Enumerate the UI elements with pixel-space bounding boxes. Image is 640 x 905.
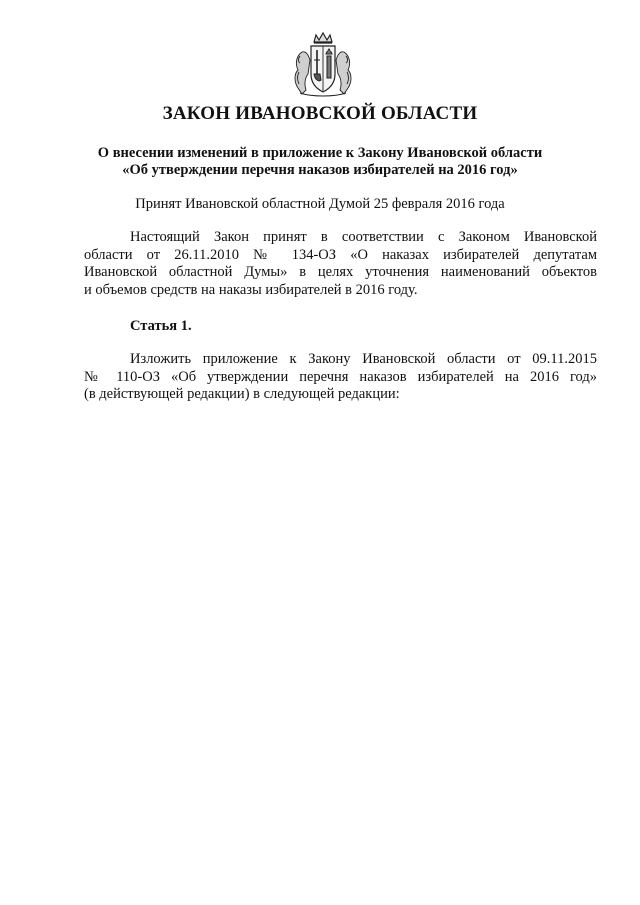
paragraph-line: и объемов средств на наказы избирателей в 2016 году. <box>84 281 418 298</box>
preamble-paragraph <box>84 229 597 299</box>
paragraph-line: Настоящий Закон принят в соответствии с Законом Ивановской <box>130 229 597 245</box>
paragraph-line: № 110-ОЗ «Об утверждении перечня наказов избирателей на 2016 год» <box>84 368 597 385</box>
paragraph-line: области от 26.11.2010 № 134-ОЗ «О наказах избирателей депутатам <box>84 246 597 263</box>
paragraph-line: (в действующей редакции) в следующей редакции: <box>84 386 400 402</box>
law-subject <box>60 145 580 179</box>
paragraph-line: Ивановской областной Думы» в целях уточнения наименований объектов <box>84 264 597 280</box>
law-title: ЗАКОН ИВАНОВСКОЙ ОБЛАСТИ <box>162 103 478 124</box>
subject-line: О внесении изменений в приложение к Закону Ивановской области <box>97 145 543 161</box>
article-heading: Статья 1. <box>130 318 192 334</box>
article-paragraph <box>84 351 597 404</box>
adoption-date: Принят Ивановской областной Думой 25 февраля 2016 года <box>135 196 505 212</box>
paragraph-line: Изложить приложение к Закону Ивановской области от 09.11.2015 <box>130 351 597 367</box>
coat-of-arms-icon <box>288 30 358 100</box>
subject-line: «Об утверждении перечня наказов избирателей на 2016 год» <box>122 162 518 178</box>
